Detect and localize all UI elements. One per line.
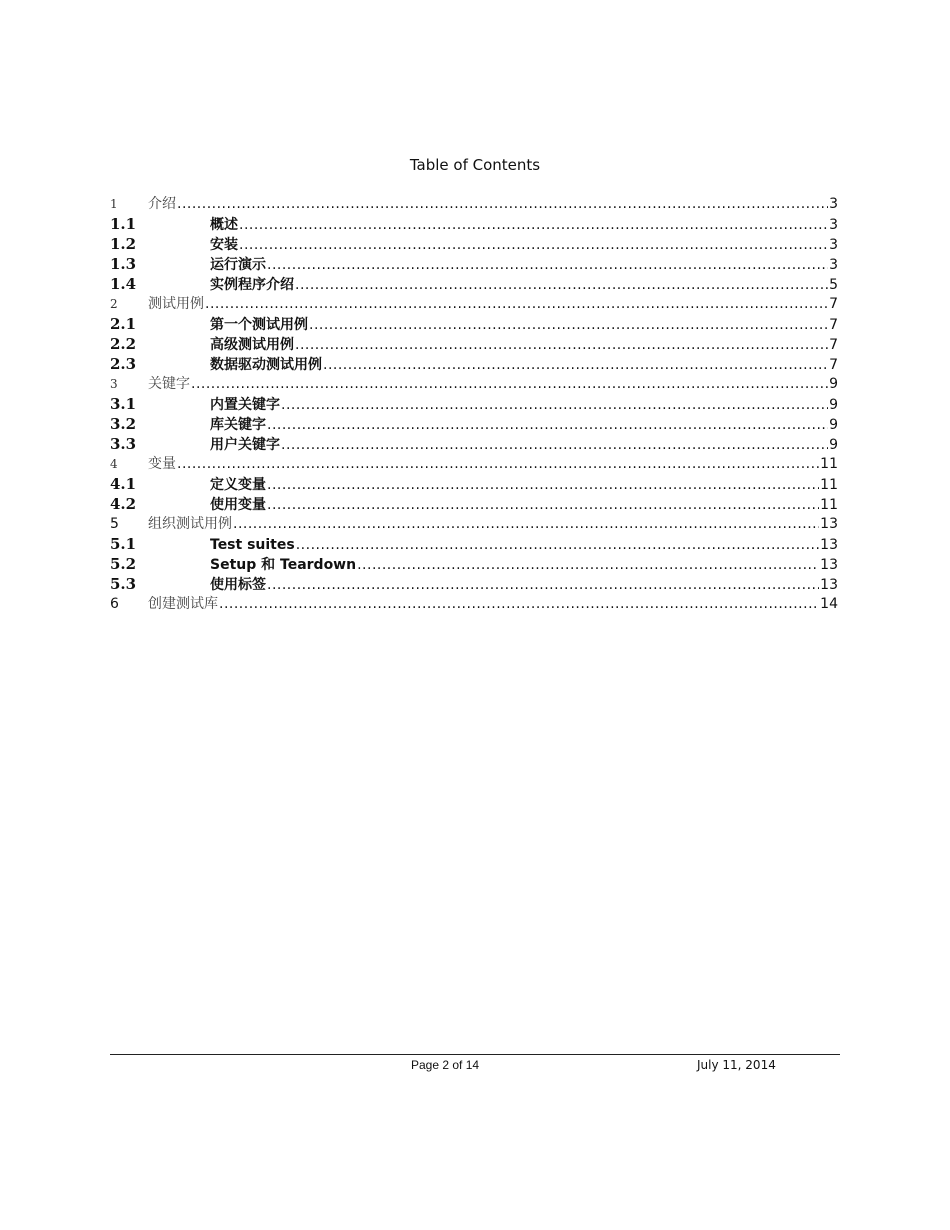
toc-leader-dots bbox=[267, 255, 828, 275]
toc-leader-dots bbox=[281, 395, 828, 415]
toc-leader-dots bbox=[295, 335, 828, 355]
toc-entry-page: 3 bbox=[829, 257, 838, 273]
toc-entry-number: 2.2 bbox=[110, 335, 137, 353]
toc-entry-number: 1.2 bbox=[110, 235, 137, 253]
toc-entry[interactable] bbox=[110, 514, 838, 534]
toc-entry-title: 组织测试用例 bbox=[148, 516, 232, 532]
toc-entry-page: 7 bbox=[829, 296, 838, 312]
toc-entry-number: 2.1 bbox=[110, 315, 137, 333]
toc-entry-number: 3.1 bbox=[110, 395, 137, 413]
toc-entry[interactable] bbox=[110, 334, 838, 354]
toc-entry-title: 内置关键字 bbox=[210, 397, 280, 413]
toc-entry-number: 1 bbox=[110, 197, 118, 211]
toc-entry-page: 11 bbox=[820, 456, 838, 472]
toc-entry-title: 库关键字 bbox=[210, 417, 266, 433]
toc-entry-page: 9 bbox=[829, 376, 838, 392]
toc-entry-page: 9 bbox=[829, 417, 838, 433]
toc-entry-title: Test suites bbox=[210, 537, 295, 553]
toc-leader-dots bbox=[323, 355, 828, 375]
toc-entry-page: 7 bbox=[829, 357, 838, 373]
toc-leader-dots bbox=[267, 495, 819, 515]
toc-entry-title: 概述 bbox=[210, 217, 238, 233]
toc-entry-title: 定义变量 bbox=[210, 477, 266, 493]
toc-entry-number: 4.1 bbox=[110, 475, 137, 493]
toc-entry-page: 11 bbox=[820, 477, 838, 493]
toc-entry[interactable] bbox=[110, 574, 838, 594]
toc-entry-title: 实例程序介绍 bbox=[210, 277, 294, 293]
toc-entry-title: 运行演示 bbox=[210, 257, 266, 273]
toc-entry-number: 5.2 bbox=[110, 555, 137, 573]
toc-entry-number: 3.2 bbox=[110, 415, 137, 433]
toc-leader-dots bbox=[281, 435, 828, 455]
toc-entry[interactable] bbox=[110, 314, 838, 334]
toc-entry-page: 3 bbox=[829, 196, 838, 212]
toc-entry[interactable] bbox=[110, 194, 838, 214]
toc-entry-title: 数据驱动测试用例 bbox=[210, 357, 322, 373]
toc-leader-dots bbox=[296, 535, 819, 555]
toc-entry[interactable] bbox=[110, 414, 838, 434]
toc-entry-title: 介绍 bbox=[148, 196, 176, 212]
toc-entry-title: 变量 bbox=[148, 456, 176, 472]
toc-entry-number: 1.3 bbox=[110, 255, 137, 273]
toc-leader-dots bbox=[205, 294, 828, 314]
footer-divider bbox=[110, 1054, 840, 1055]
toc-entry-number: 6 bbox=[110, 596, 119, 612]
toc-entry-title: 关键字 bbox=[148, 376, 190, 392]
toc-entry-number: 2.3 bbox=[110, 355, 137, 373]
toc-entry[interactable] bbox=[110, 434, 838, 454]
toc-entry-page: 13 bbox=[820, 557, 838, 573]
toc-entry-title: 测试用例 bbox=[148, 296, 204, 312]
toc-entry-number: 3.3 bbox=[110, 435, 137, 453]
toc-entry[interactable] bbox=[110, 214, 838, 234]
toc-leader-dots bbox=[219, 594, 819, 614]
toc-entry[interactable] bbox=[110, 454, 838, 474]
toc-leader-dots bbox=[295, 275, 828, 295]
toc-leader-dots bbox=[309, 315, 828, 335]
toc-entry[interactable] bbox=[110, 534, 838, 554]
toc-entry-title: 创建测试库 bbox=[148, 596, 218, 612]
toc-entry-page: 13 bbox=[820, 516, 838, 532]
toc-entry-page: 5 bbox=[829, 277, 838, 293]
toc-entry-title: 使用变量 bbox=[210, 497, 266, 513]
toc-leader-dots bbox=[239, 215, 828, 235]
toc-entry[interactable] bbox=[110, 294, 838, 314]
toc-entry[interactable] bbox=[110, 394, 838, 414]
toc-entry-number: 5.3 bbox=[110, 575, 137, 593]
toc-entry-title: 使用标签 bbox=[210, 577, 266, 593]
toc-entry-page: 3 bbox=[829, 217, 838, 233]
toc-entry-number: 4.2 bbox=[110, 495, 137, 513]
toc-entry[interactable] bbox=[110, 374, 838, 394]
toc-entry[interactable] bbox=[110, 594, 838, 614]
toc-entry-title: Setup 和 Teardown bbox=[210, 557, 357, 573]
toc-entry-page: 9 bbox=[829, 437, 838, 453]
toc-entry-number: 1.1 bbox=[110, 215, 137, 233]
toc-leader-dots bbox=[233, 514, 819, 534]
toc-entry-title: 第一个测试用例 bbox=[210, 317, 308, 333]
toc-leader-dots bbox=[191, 374, 828, 394]
toc-entry-number: 5.1 bbox=[110, 535, 137, 553]
toc-leader-dots bbox=[357, 555, 819, 575]
toc-leader-dots bbox=[267, 475, 819, 495]
toc-entry-page: 11 bbox=[820, 497, 838, 513]
toc-entry-page: 7 bbox=[829, 337, 838, 353]
toc-leader-dots bbox=[177, 454, 819, 474]
toc-leader-dots bbox=[177, 194, 828, 214]
toc-entry[interactable] bbox=[110, 354, 838, 374]
toc-entry-page: 14 bbox=[820, 596, 838, 612]
footer-date: July 11, 2014 bbox=[697, 1058, 776, 1072]
toc-entry-page: 9 bbox=[829, 397, 838, 413]
toc-leader-dots bbox=[239, 235, 828, 255]
toc-entry-number: 5 bbox=[110, 516, 119, 532]
toc-entry-page: 3 bbox=[829, 237, 838, 253]
toc-entry-page: 13 bbox=[820, 537, 838, 553]
toc-entry-number: 4 bbox=[110, 457, 118, 471]
toc-entry[interactable] bbox=[110, 554, 838, 574]
toc-leader-dots bbox=[267, 575, 819, 595]
toc-entry-title: 安装 bbox=[210, 237, 238, 253]
toc-heading: Table of Contents bbox=[409, 156, 541, 174]
footer-page-number: Page 2 of 14 bbox=[411, 1058, 480, 1072]
toc-entry[interactable] bbox=[110, 274, 838, 294]
toc-entry-title: 高级测试用例 bbox=[210, 337, 294, 353]
toc-entry-title: 用户关键字 bbox=[210, 437, 280, 453]
toc-entry[interactable] bbox=[110, 474, 838, 494]
toc-entry-number: 1.4 bbox=[110, 275, 137, 293]
toc-entry-page: 7 bbox=[829, 317, 838, 333]
toc-entry[interactable] bbox=[110, 254, 838, 274]
toc-entry[interactable] bbox=[110, 494, 838, 514]
toc-entry[interactable] bbox=[110, 234, 838, 254]
toc-entry-number: 3 bbox=[110, 377, 118, 391]
toc-leader-dots bbox=[267, 415, 828, 435]
toc-entry-page: 13 bbox=[820, 577, 838, 593]
table-of-contents bbox=[110, 194, 838, 614]
toc-entry-number: 2 bbox=[110, 297, 118, 311]
